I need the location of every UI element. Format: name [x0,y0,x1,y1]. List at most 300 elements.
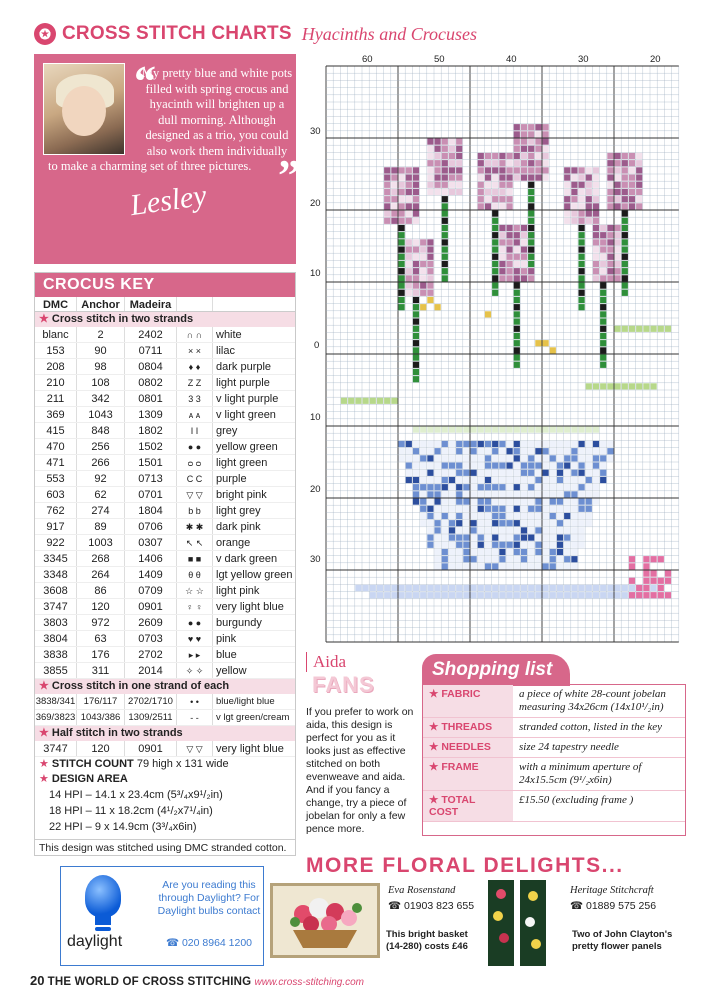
stitch-cell [485,448,491,454]
stitch-cell [442,470,448,476]
stitch-cell [514,167,520,173]
stitch-cell [564,549,570,555]
stitch-cell [435,592,441,598]
stitch-cell [413,499,419,505]
stitch-cell [427,146,433,152]
stitch-cell [499,196,505,202]
stitch-cell [413,196,419,202]
stitch-cell [492,153,498,159]
stitch-cell [449,556,455,562]
stitch-cell [571,527,577,533]
stitch-cell [507,175,513,181]
stitch-symbol: - - [177,710,213,725]
stitch-cell [377,585,383,591]
stitch-cell [507,247,513,253]
anchor-code: 264 [77,567,125,582]
stitch-cell [615,196,621,202]
stitch-cell [535,513,541,519]
anchor-code: 1043 [77,407,125,422]
stitch-cell [543,470,549,476]
stitch-cell [413,211,419,217]
stitch-cell [622,268,628,274]
stitch-cell [406,196,412,202]
stitch-cell [449,153,455,159]
stitch-cell [571,203,577,209]
stitch-cell [413,203,419,209]
stitch-cell [413,175,419,181]
stitch-cell [427,247,433,253]
madeira-code: 0703 [125,631,177,646]
dmc-code: 471 [35,455,77,470]
stitch-cell [399,455,405,461]
stitch-cell [456,146,462,152]
stitch-cell [600,441,606,447]
stitch-cell [521,535,527,541]
stitch-cell [442,513,448,519]
stitch-cell [442,254,448,260]
stitch-cell [471,563,477,569]
stitch-cell [543,527,549,533]
stitch-cell [571,477,577,483]
stitch-cell [435,527,441,533]
madeira-code: 1406 [125,551,177,566]
stitch-cell [564,477,570,483]
stitch-cell [514,585,520,591]
stitch-symbol: ✧ ✧ [177,663,213,678]
stitch-cell [528,556,534,562]
stitch-cell [391,218,397,224]
stitch-cell [463,520,469,526]
star-icon: ★ [39,680,49,692]
stitch-cell [521,427,527,433]
stitch-cell [528,506,534,512]
stitch-cell [435,160,441,166]
colour-name: grey [216,425,238,437]
stitch-cell [636,203,642,209]
stitch-cell [658,585,664,591]
stitch-cell [514,362,520,368]
stitch-cell [427,513,433,519]
dmc-code: 3747 [35,599,77,614]
stitch-cell [384,585,390,591]
key-row [35,647,295,663]
stitch-cell [622,225,628,231]
stitch-cell [492,283,498,289]
stitch-cell [543,484,549,490]
stitch-cell [456,139,462,145]
stitch-cell [449,427,455,433]
stitch-cell [463,427,469,433]
stitch-cell [564,175,570,181]
stitch-cell [535,535,541,541]
stitch-cell [449,167,455,173]
stitch-cell [442,182,448,188]
stitch-cell [514,290,520,296]
stitch-cell [427,463,433,469]
stitch-cell [593,477,599,483]
dmc-code: blanc [35,327,77,342]
stitch-cell [471,455,477,461]
stitch-cell [507,261,513,267]
stitch-cell [514,340,520,346]
stitch-cell [471,477,477,483]
star-icon: ★ [39,758,49,770]
stitch-cell [442,146,448,152]
stitch-cell [629,578,635,584]
shopping-item-value: a piece of white 28-count jobelan measuring 34x26cm (14x10¹/₂in) [519,688,666,713]
stitch-cell [499,153,505,159]
stitch-cell [442,196,448,202]
stitch-cell [456,153,462,159]
stitch-cell [471,549,477,555]
stitch-cell [607,189,613,195]
stitch-cell [528,189,534,195]
stitch-cell [471,520,477,526]
stitch-cell [478,470,484,476]
key-row [35,567,295,583]
stitch-cell [579,254,585,260]
anchor-code: 2 [77,327,125,342]
dmc-code: 3855 [35,663,77,678]
stitch-cell [514,491,520,497]
stitch-cell [492,254,498,260]
stitch-cell [521,520,527,526]
key-rows-one-strand [35,694,295,726]
stitch-cell [579,499,585,505]
stitch-cell [593,383,599,389]
stitch-cell [535,484,541,490]
stitch-cell [442,542,448,548]
stitch-cell [399,239,405,245]
stitch-cell [492,239,498,245]
stitch-cell [622,218,628,224]
stitch-cell [600,239,606,245]
stitch-cell [471,506,477,512]
stitch-cell [355,585,361,591]
stitch-cell [535,448,541,454]
stitch-cell [384,182,390,188]
colour-name: light purple [216,377,270,389]
stitch-cell [521,542,527,548]
stitch-cell [499,268,505,274]
stitch-cell [622,247,628,253]
stitch-cell [492,290,498,296]
stitch-cell [456,189,462,195]
stitch-cell [579,470,585,476]
stitch-cell [550,427,556,433]
stitch-cell [507,448,513,454]
stitch-cell [543,340,549,346]
daylight-advert[interactable] [60,866,264,966]
dmc-code: 3348 [35,567,77,582]
stitch-cell [420,506,426,512]
stitch-cell [557,563,563,569]
stitch-cell [636,196,642,202]
stitch-cell [463,448,469,454]
stitch-cell [413,592,419,598]
stitch-cell [435,470,441,476]
stitch-cell [600,455,606,461]
stitch-cell [629,585,635,591]
stitch-cell [607,153,613,159]
stitch-cell [521,167,527,173]
stitch-cell [535,563,541,569]
stitch-cell [514,131,520,137]
stitch-cell [543,506,549,512]
stitch-cell [586,175,592,181]
stitch-cell [478,203,484,209]
stitch-cell [442,160,448,166]
stitch-cell [485,203,491,209]
stitch-cell [643,556,649,562]
stitch-symbol: ■ ■ [177,551,213,566]
stitch-cell [528,225,534,231]
stitch-cell [435,513,441,519]
stitch-cell [550,535,556,541]
stitch-cell [499,448,505,454]
stitch-cell [607,261,613,267]
stitch-cell [399,182,405,188]
stitch-cell [478,477,484,483]
stitch-cell [485,491,491,497]
design-area-18hpi: 18 HPI – 11 x 18.2cm (4¹/₂x7¹/₄in) [49,805,213,817]
stitch-cell [413,427,419,433]
stitch-cell [521,247,527,253]
stitch-cell [507,585,513,591]
stitch-cell [593,247,599,253]
stitch-cell [449,585,455,591]
stitch-cell [593,211,599,217]
dmc-code: 3803 [35,615,77,630]
stitch-cell [485,153,491,159]
stitch-cell [420,455,426,461]
stitch-cell [471,441,477,447]
stitch-cell [579,304,585,310]
stitch-cell [442,427,448,433]
stitch-cell [586,484,592,490]
stitch-symbol: ♥ ♥ [177,631,213,646]
stitch-cell [463,513,469,519]
stitch-cell [629,175,635,181]
stitch-cell [363,398,369,404]
stitch-cell [586,383,592,389]
anchor-code: 311 [77,663,125,678]
stitch-cell [485,427,491,433]
stitch-cell [449,463,455,469]
stitch-cell [636,153,642,159]
stitch-cell [499,189,505,195]
stitch-cell [535,520,541,526]
stitch-cell [499,506,505,512]
stitch-cell [571,491,577,497]
quote-open-icon: “ [134,57,156,106]
stitch-cell [413,182,419,188]
stitch-cell [499,247,505,253]
stitch-cell [427,585,433,591]
product-1-name: Eva Rosenstand [388,885,456,896]
stitch-cell [543,463,549,469]
stitch-cell [449,160,455,166]
stitch-cell [564,470,570,476]
stitch-cell [550,506,556,512]
stitch-cell [499,175,505,181]
stitch-cell [579,218,585,224]
stitch-cell [478,448,484,454]
madeira-code: 1502 [125,439,177,454]
stitch-cell [643,571,649,577]
stitch-cell [435,499,441,505]
stitch-cell [435,563,441,569]
stitch-cell [413,261,419,267]
stitch-cell [514,455,520,461]
stitch-cell [600,304,606,310]
stitch-cell [615,160,621,166]
stitch-cell [492,218,498,224]
magazine-url[interactable]: www.cross-stitching.com [254,977,364,988]
stitch-cell [564,182,570,188]
stitch-cell [593,196,599,202]
madeira-code: 1804 [125,503,177,518]
stitch-cell [420,520,426,526]
colour-name: blue [216,649,237,661]
cross-stitch-chart [310,54,686,644]
stitch-cell [607,275,613,281]
stitch-cell [622,189,628,195]
stitch-cell [571,189,577,195]
stitch-cell [427,290,433,296]
designer-intro-card [34,54,300,264]
stitch-cell [579,427,585,433]
stitch-cell [492,520,498,526]
stitch-cell [499,225,505,231]
stitch-cell [492,196,498,202]
stitch-cell [348,398,354,404]
key-row [35,535,295,551]
stitch-cell [427,167,433,173]
stitch-cell [406,211,412,217]
stitch-cell [456,463,462,469]
stitch-cell [528,211,534,217]
stitch-cell [593,189,599,195]
stitch-cell [543,491,549,497]
dmc-code: 3838 [35,647,77,662]
stitch-cell [521,463,527,469]
stitch-cell [622,167,628,173]
stitch-cell [521,175,527,181]
stitch-cell [535,470,541,476]
stitch-cell [449,182,455,188]
stitch-cell [471,585,477,591]
stitch-cell [636,189,642,195]
stitch-cell [471,499,477,505]
stitch-cell [499,549,505,555]
stitch-symbol: θ θ [177,567,213,582]
stitch-cell [514,441,520,447]
stitch-cell [391,196,397,202]
page-number: 20 [30,973,45,988]
anchor-code: 176/117 [77,694,125,709]
stitch-cell [427,441,433,447]
stitch-cell [579,506,585,512]
stitch-cell [478,455,484,461]
stitch-cell [543,499,549,505]
stitch-cell [499,232,505,238]
stitch-cell [579,527,585,533]
stitch-cell [571,549,577,555]
stitch-cell [499,275,505,281]
stitch-cell [442,463,448,469]
stitch-cell [442,247,448,253]
stitch-cell [492,477,498,483]
stitch-cell [643,383,649,389]
shopping-item-value: £15.50 (excluding frame ) [519,794,634,806]
stitch-cell [435,463,441,469]
stitch-cell [435,520,441,526]
stitch-cell [543,160,549,166]
stitch-count: ★ STITCH COUNT 79 high x 131 wide [39,758,229,770]
stitch-cell [600,362,606,368]
stitch-cell [636,182,642,188]
stitch-cell [600,297,606,303]
stitch-cell [593,203,599,209]
stitch-cell [607,160,613,166]
stitch-cell [600,326,606,332]
stitch-cell [463,527,469,533]
stitch-cell [399,167,405,173]
stitch-cell [579,542,585,548]
stitch-cell [579,196,585,202]
left-label-0: 0 [314,340,320,351]
stitch-cell [413,304,419,310]
stitch-cell [528,203,534,209]
shopping-row [423,738,685,758]
stitch-cell [535,542,541,548]
stitch-cell [586,506,592,512]
stitch-cell [456,556,462,562]
stitch-symbol: ✱ ✱ [177,519,213,534]
stitch-cell [507,527,513,533]
stitch-symbol: ᴑ ᴑ [177,455,213,470]
stitch-cell [564,203,570,209]
stitch-cell [413,319,419,325]
stitch-cell [528,563,534,569]
stitch-symbol: ∩ ∩ [177,327,213,342]
key-row [35,359,295,375]
stitch-cell [442,484,448,490]
stitch-cell [514,232,520,238]
stitch-cell [514,304,520,310]
stitch-cell [528,463,534,469]
stitch-cell [636,585,642,591]
stitch-cell [456,182,462,188]
intro-text-end: to make a charming set of three pictures. [48,159,252,173]
dmc-code: 3608 [35,583,77,598]
anchor-code: 268 [77,551,125,566]
stitch-cell [528,455,534,461]
stitch-cell [521,455,527,461]
stitch-cell [615,247,621,253]
stitch-cell [478,506,484,512]
stitch-cell [399,592,405,598]
stitch-cell [427,182,433,188]
stitch-cell [507,203,513,209]
stitch-cell [557,506,563,512]
stitch-cell [442,232,448,238]
anchor-code: 266 [77,455,125,470]
key-row [35,391,295,407]
stitch-cell [478,527,484,533]
stitch-cell [528,167,534,173]
